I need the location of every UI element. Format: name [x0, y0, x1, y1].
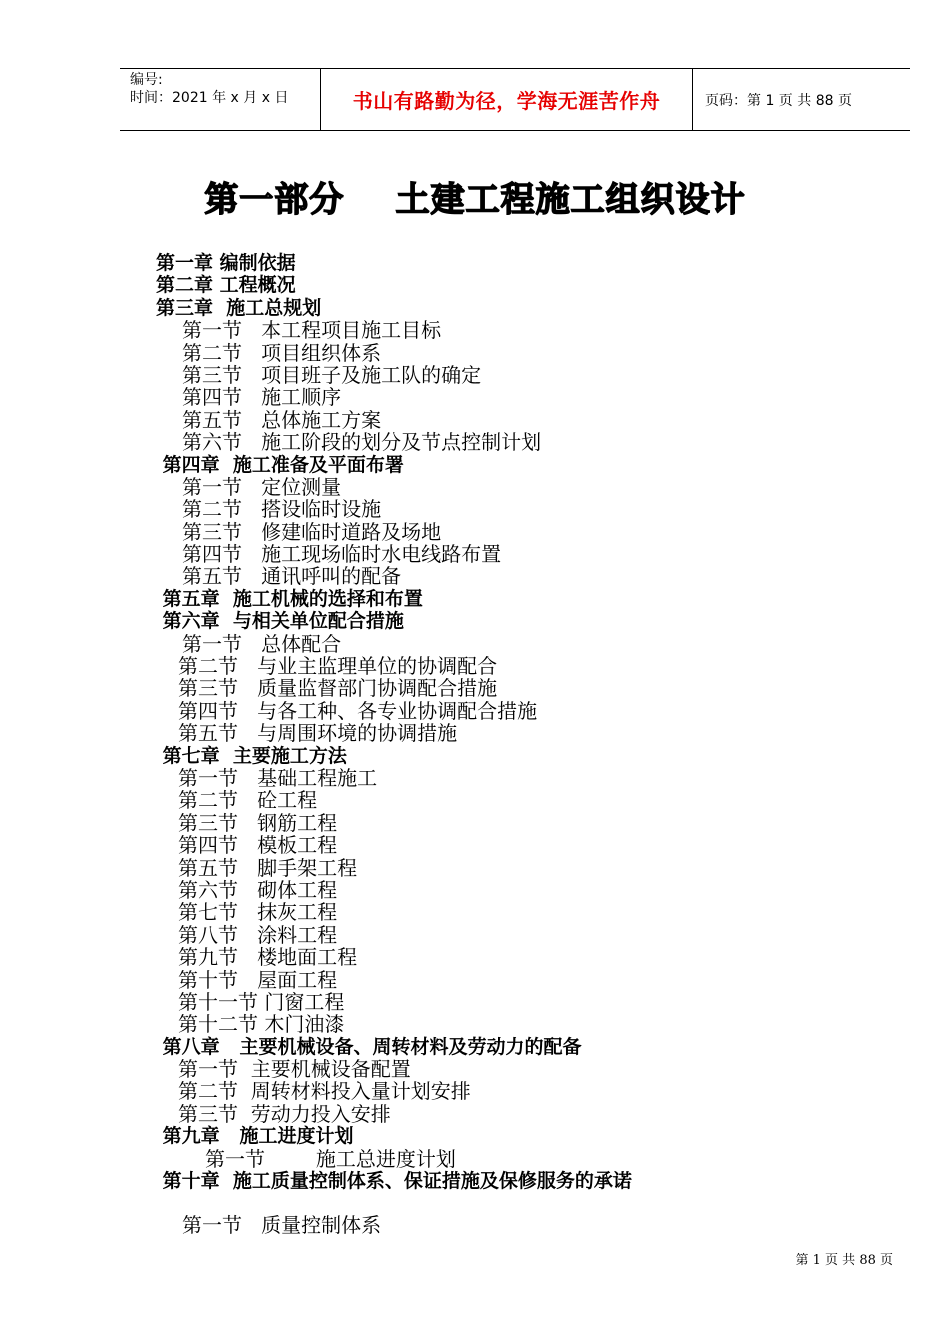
toc-section: 第九节 楼地面工程 — [178, 945, 358, 970]
toc-section: 第三节 钢筋工程 — [178, 810, 338, 835]
toc-section: 第一节 质量控制体系 — [182, 1213, 382, 1238]
toc-section: 第六节 施工阶段的划分及节点控制计划 — [182, 430, 542, 455]
toc-section: 第三节 质量监督部门协调配合措施 — [178, 676, 498, 701]
toc-section: 第五节 总体施工方案 — [182, 407, 382, 432]
page-header — [120, 68, 910, 131]
toc-section: 第一节 总体配合 — [182, 631, 342, 656]
toc-section: 第八节 涂料工程 — [178, 922, 338, 947]
toc-section: 第六节 砌体工程 — [178, 877, 338, 902]
toc-section: 第五节 脚手架工程 — [178, 855, 358, 880]
toc-chapter: 第四章 施工准备及平面布署 — [156, 453, 404, 476]
toc-section: 第三节 劳动力投入安排 — [178, 1101, 391, 1126]
toc-section: 第十节 屋面工程 — [178, 967, 338, 992]
toc-section: 第一节 本工程项目施工目标 — [182, 318, 442, 343]
toc-section: 第三节 修建临时道路及场地 — [182, 519, 442, 544]
toc-section: 第七节 抹灰工程 — [178, 900, 338, 925]
toc-chapter: 第二章 工程概况 — [156, 274, 296, 297]
toc-section: 第四节 与各工种、各专业协调配合措施 — [178, 698, 538, 723]
header-page-info: 页码：第 1 页 共 88 页 — [705, 92, 852, 109]
toc-section: 第二节 搭设临时设施 — [182, 497, 382, 522]
toc-chapter: 第一章 编制依据 — [156, 252, 296, 274]
toc-section: 第一节 主要机械设备配置 — [178, 1057, 411, 1082]
toc-section: 第五节 通讯呼叫的配备 — [182, 564, 402, 589]
toc-chapter: 第八章 主要机械设备、周转材料及劳动力的配备 — [156, 1035, 582, 1058]
toc-chapter: 第六章 与相关单位配合措施 — [156, 610, 404, 633]
toc-section: 第四节 施工现场临时水电线路布置 — [182, 542, 502, 567]
toc-section: 第二节 与业主监理单位的协调配合 — [178, 654, 498, 679]
toc-section: 第二节 项目组织体系 — [182, 340, 382, 365]
toc-section: 第一节 定位测量 — [182, 474, 342, 499]
toc-chapter: 第十章 施工质量控制体系、保证措施及保修服务的承诺 — [156, 1170, 632, 1193]
toc-section: 第五节 与周围环境的协调措施 — [178, 721, 458, 746]
toc-section: 第十二节 木门油漆 — [178, 1012, 345, 1037]
toc-section: 第一节 基础工程施工 — [178, 765, 378, 790]
header-motto: 书山有路勤为径，学海无涯苦作舟 — [320, 69, 693, 130]
document-time-label: 时间：2021 年 x 月 x 日 — [130, 90, 289, 106]
toc-spacer — [0, 1192, 950, 1214]
page-footer: 第 1 页 共 88 页 — [795, 1253, 893, 1268]
header-info-cell — [120, 69, 320, 130]
toc-section: 第一节 施工总进度计划 — [205, 1146, 456, 1171]
toc-section: 第四节 模板工程 — [178, 833, 338, 858]
toc-chapter: 第五章 施工机械的选择和布置 — [156, 587, 423, 610]
table-of-contents — [0, 252, 950, 1237]
toc-section: 第四节 施工顺序 — [182, 385, 342, 410]
toc-chapter: 第七章 主要施工方法 — [156, 744, 347, 767]
toc-section: 第三节 项目班子及施工队的确定 — [182, 362, 482, 387]
toc-section: 第二节 砼工程 — [178, 788, 318, 813]
toc-chapter: 第九章 施工进度计划 — [156, 1125, 354, 1148]
document-title: 第一部分 土建工程施工组织设计 — [204, 180, 746, 220]
toc-section: 第十一节 门窗工程 — [178, 989, 345, 1014]
toc-section: 第二节 周转材料投入量计划安排 — [178, 1079, 471, 1104]
document-number-label: 编号: — [130, 72, 163, 88]
toc-chapter: 第三章 施工总规划 — [156, 296, 322, 319]
